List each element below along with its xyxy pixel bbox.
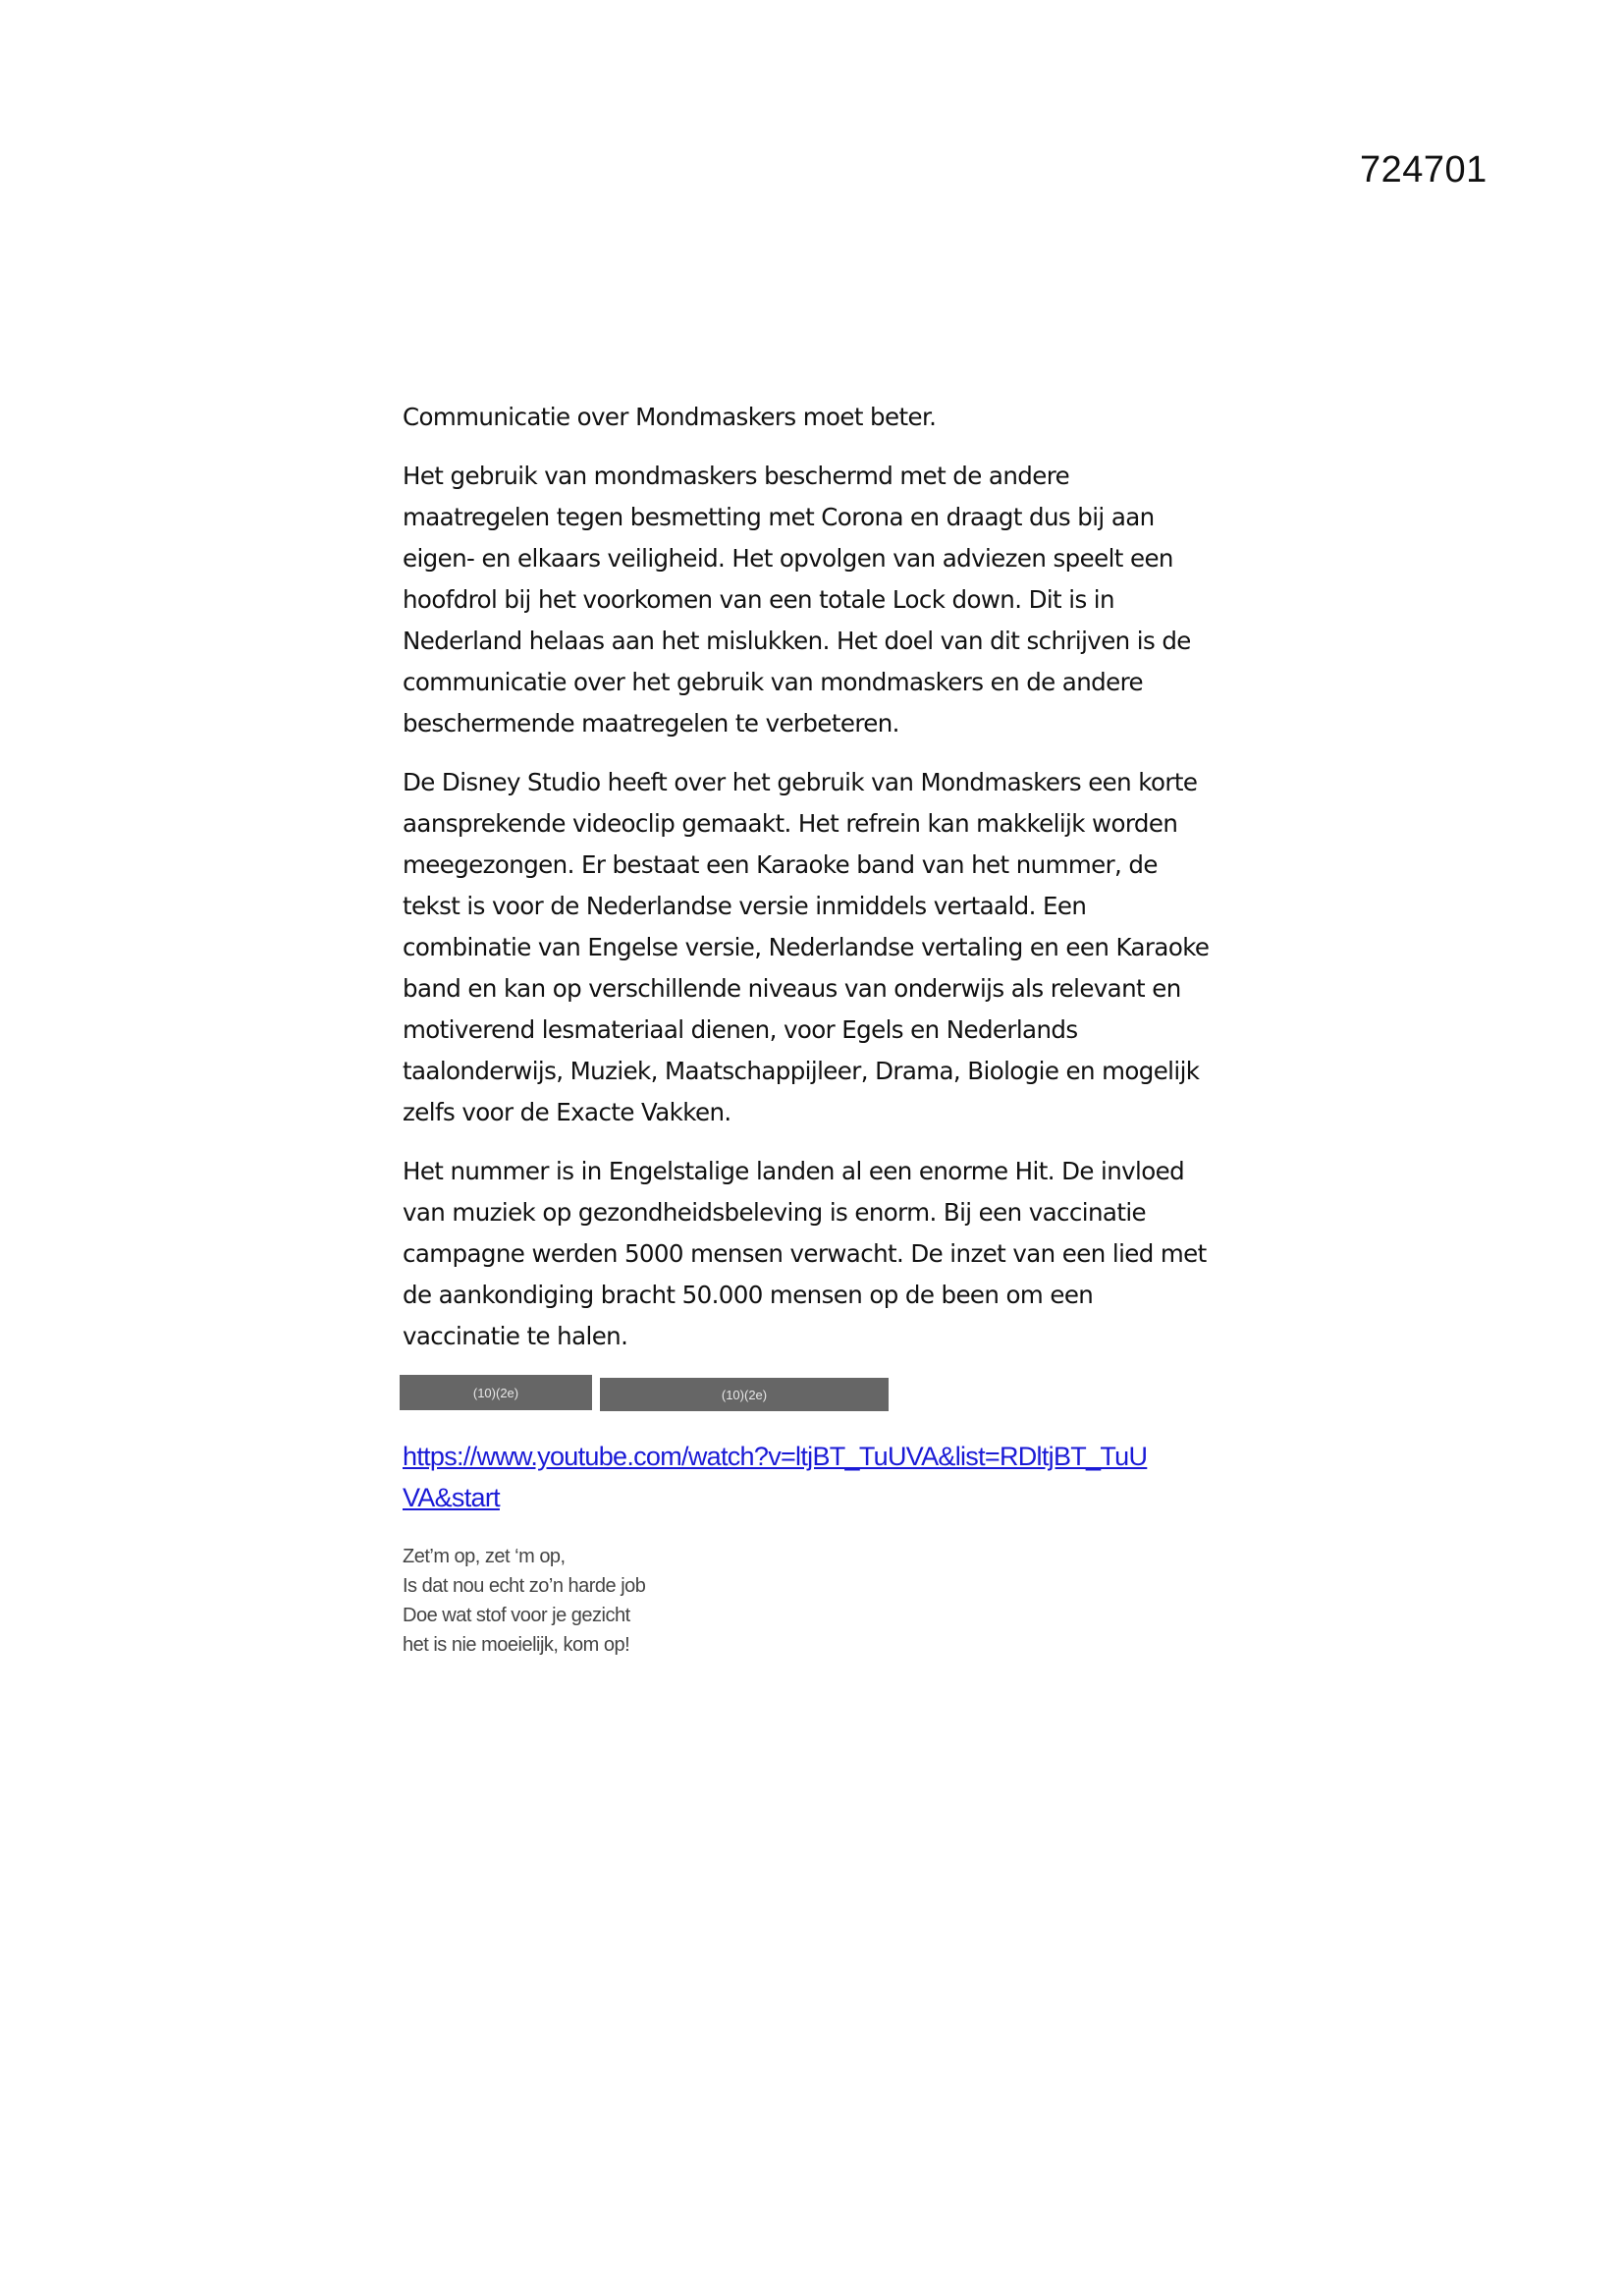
page-number: 724701 xyxy=(1360,149,1488,191)
redaction-box xyxy=(400,1375,592,1410)
text-line: van muziek op gezondheidsbeleving is enorm. Bij een vaccinatie xyxy=(403,1198,1147,1227)
text-line: combinatie van Engelse versie, Nederlandse vertaling en een Karaoke xyxy=(403,933,1210,961)
text-line: Het gebruik van mondmaskers beschermd met de andere xyxy=(403,462,1070,490)
text-line: beschermende maatregelen te verbeteren. xyxy=(403,709,899,738)
text-line: aansprekende videoclip gemaakt. Het refrein kan makkelijk worden xyxy=(403,809,1178,838)
text-line: campagne werden 5000 mensen verwacht. De inzet van een lied met xyxy=(403,1239,1207,1268)
paragraph-hit xyxy=(403,1151,1247,1357)
text-line: Het nummer is in Engelstalige landen al een enorme Hit. De invloed xyxy=(403,1157,1185,1185)
document-body xyxy=(403,397,1247,1660)
text-line: De Disney Studio heeft over het gebruik van Mondmaskers een korte xyxy=(403,768,1198,796)
lyrics-line: Zet’m op, zet ‘m op, xyxy=(403,1546,566,1567)
text-line: vaccinatie te halen. xyxy=(403,1322,628,1350)
text-line: Nederland helaas aan het mislukken. Het doel van dit schrijven is de xyxy=(403,627,1191,655)
youtube-link[interactable] xyxy=(403,1436,1247,1518)
text-line: meegezongen. Er bestaat een Karaoke band van het nummer, de xyxy=(403,850,1158,879)
link-line[interactable]: VA&start xyxy=(403,1483,500,1512)
text-line: communicatie over het gebruik van mondmaskers en de andere xyxy=(403,668,1143,696)
paragraph-intro xyxy=(403,456,1247,744)
redaction-label: (10)(2e) xyxy=(472,1385,519,1400)
lyrics-line: het is nie moeielijk, kom op! xyxy=(403,1634,630,1656)
text-line: de aankondiging bracht 50.000 mensen op de been om een xyxy=(403,1281,1094,1309)
lyrics-block xyxy=(403,1542,1247,1660)
text-line: band en kan op verschillende niveaus van onderwijs als relevant en xyxy=(403,974,1181,1003)
paragraph-disney xyxy=(403,762,1247,1133)
text-line: tekst is voor de Nederlandse versie inmiddels vertaald. Een xyxy=(403,892,1087,920)
text-line: hoofdrol bij het voorkomen van een totale Lock down. Dit is in xyxy=(403,585,1114,614)
text-line: motiverend lesmateriaal dienen, voor Egels en Nederlands xyxy=(403,1015,1078,1044)
text-line: zelfs voor de Exacte Vakken. xyxy=(403,1098,731,1126)
text-line: maatregelen tegen besmetting met Corona en draagt dus bij aan xyxy=(403,503,1155,531)
document-title: Communicatie over Mondmaskers moet beter. xyxy=(403,403,937,431)
redaction-box xyxy=(600,1378,889,1411)
lyrics-line: Is dat nou echt zo’n harde job xyxy=(403,1575,646,1597)
lyrics-line: Doe wat stof voor je gezicht xyxy=(403,1605,630,1626)
link-line[interactable]: https://www.youtube.com/watch?v=ltjBT_TuUVA&list=RDltjBT_TuU xyxy=(403,1442,1148,1471)
redaction-row xyxy=(403,1375,1247,1436)
text-line: eigen- en elkaars veiligheid. Het opvolgen van adviezen speelt een xyxy=(403,544,1173,573)
text-line: taalonderwijs, Muziek, Maatschappijleer, Drama, Biologie en mogelijk xyxy=(403,1057,1200,1085)
redaction-label: (10)(2e) xyxy=(721,1387,768,1402)
